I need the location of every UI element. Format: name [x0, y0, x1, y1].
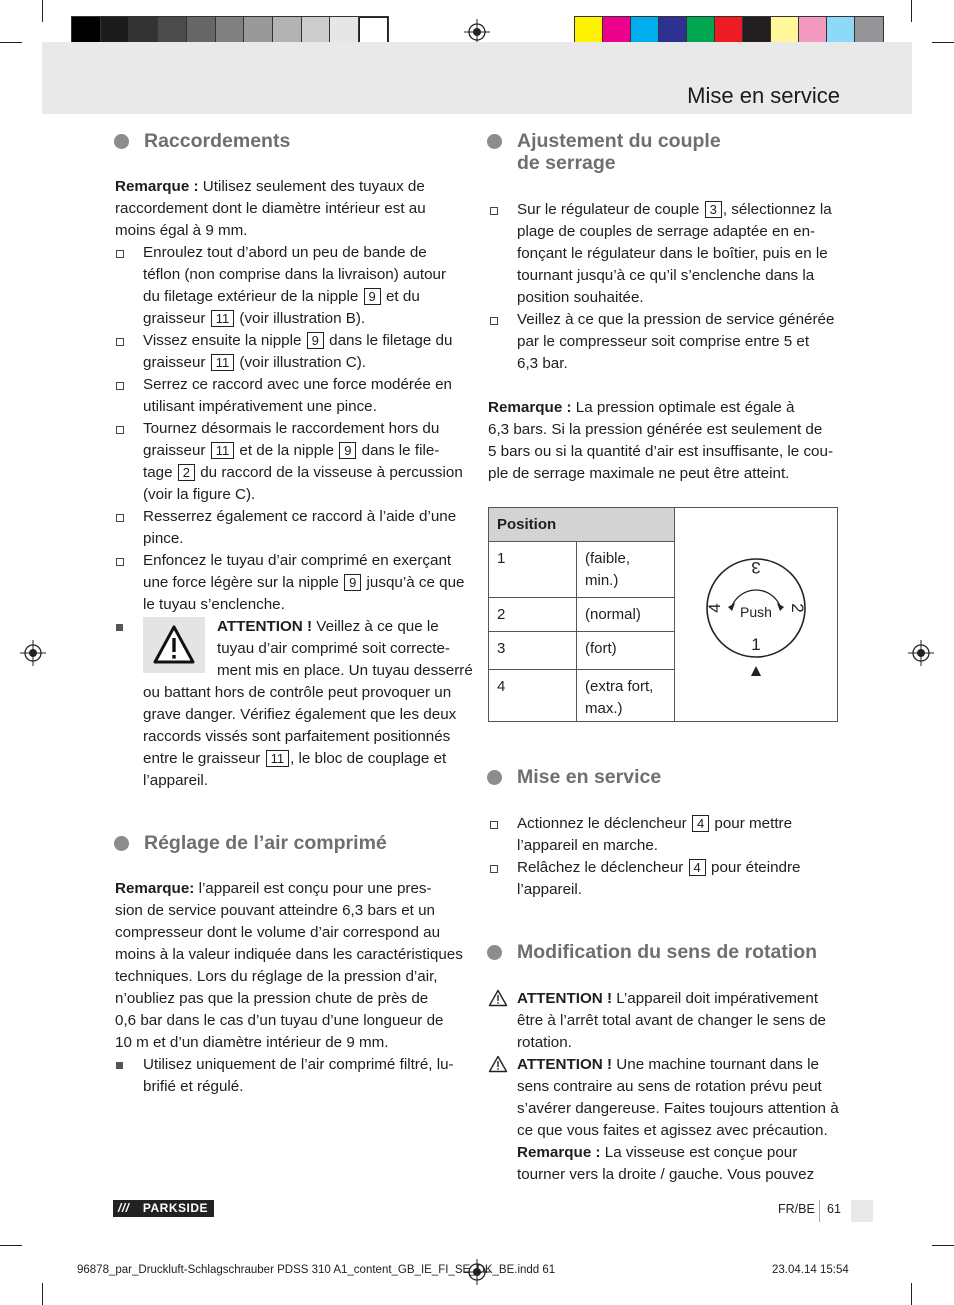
table-cell: (extra fort, max.) — [577, 670, 675, 722]
page-number: 61 — [827, 1202, 841, 1216]
text-line: moins égal à 9 mm. — [115, 222, 248, 239]
text-line: ou battant hors de contrôle peut provoquer un — [143, 684, 452, 701]
text-line: tage 2 du raccord de la visseuse à percussion — [143, 464, 463, 481]
text-line: sion de service pouvant atteindre 6,3 bars et un — [115, 902, 435, 919]
part-ref: 9 — [307, 332, 324, 349]
bullet-dot-icon — [114, 836, 129, 851]
crop-mark — [911, 0, 912, 22]
text-line: 6,3 bar. — [517, 355, 568, 372]
list-bullet-icon — [116, 338, 124, 346]
page-tab — [851, 1200, 873, 1222]
text-line: fonçant le régulateur dans le boîtier, puis en le — [517, 245, 828, 262]
page-title: Mise en service — [687, 83, 840, 108]
imprint-date: 23.04.14 15:54 — [772, 1264, 849, 1276]
part-ref: 3 — [705, 201, 722, 218]
warning-box — [143, 617, 205, 673]
logo-stripes-icon: /// — [118, 1201, 130, 1215]
text-line: plage de couples de serrage adaptée en en- — [517, 223, 816, 240]
text-line: compresseur dont le volume d’air correspond au — [115, 924, 441, 941]
text-line: rotation. — [517, 1034, 572, 1051]
part-ref: 9 — [344, 574, 361, 591]
text-line: 0,6 bar dans le cas d’un tuyau d’une longueur de — [115, 1012, 444, 1029]
text-line: raccordement dont le diamètre intérieur est au — [115, 200, 426, 217]
table-cell: 3 — [489, 632, 577, 670]
list-bullet-icon — [116, 558, 124, 566]
list-bullet-icon — [490, 865, 498, 873]
section-title-service: Mise en service — [517, 766, 661, 788]
section-title-air: Réglage de l’air comprimé — [144, 832, 387, 854]
list-bullet-icon — [116, 514, 124, 522]
position-table — [488, 507, 838, 722]
warning-text: ATTENTION ! Une machine tournant dans le — [517, 1056, 819, 1073]
part-ref: 11 — [211, 310, 235, 327]
page-header — [42, 42, 912, 114]
text-line: une force légère sur la nipple 9 jusqu’à ce que — [143, 574, 465, 591]
text-line: raccords vissés sont parfaitement positionnés — [143, 728, 451, 745]
text-line: du filetage extérieur de la nipple 9 et du — [143, 288, 420, 305]
list-item: Veillez à ce que la pression de service générée — [517, 311, 835, 328]
dial-number-2: 2 — [788, 603, 807, 613]
text-line: moins à la valeur indiquée dans les caractéristiques — [115, 946, 463, 963]
bullet-dot-icon — [487, 945, 502, 960]
list-item: Relâchez le déclencheur 4 pour éteindre — [517, 859, 801, 876]
text-line: ple de serrage maximale ne peut être atteint. — [488, 465, 790, 482]
part-ref: 11 — [266, 750, 290, 767]
text-line: pince. — [143, 530, 184, 547]
crop-mark — [42, 1283, 43, 1305]
text-line: position souhaitée. — [517, 289, 644, 306]
list-item: Enroulez tout d’abord un peu de bande de — [143, 244, 427, 261]
dial-push-label: Push — [740, 604, 772, 620]
dial-arrow-right — [777, 603, 784, 611]
part-ref: 9 — [364, 288, 381, 305]
text-line: être à l’arrêt total avant de changer le sens de — [517, 1012, 827, 1029]
text-line: entre le graisseur 11 , le bloc de couplage et — [143, 750, 447, 767]
crop-mark — [0, 1245, 22, 1246]
list-item: Tournez désormais le raccordement hors du — [143, 420, 440, 437]
text-line: n’oubliez pas que la pression chute de près de — [115, 990, 429, 1007]
section-title-raccordements: Raccordements — [144, 130, 290, 152]
text-line: 6,3 bars. Si la pression générée est seulement de — [488, 421, 823, 438]
text-line: l’appareil. — [517, 881, 583, 898]
list-item: Actionnez le déclencheur 4 pour mettre — [517, 815, 793, 832]
note-couple: Remarque : La pression optimale est égale à — [488, 399, 795, 416]
table-header: Position — [489, 508, 675, 542]
text-line: par le compresseur soit comprise entre 5 et — [517, 333, 810, 350]
text-line: l’appareil. — [143, 772, 209, 789]
bullet-dot-icon — [487, 134, 502, 149]
brand-logo: /// PARKSIDE — [113, 1200, 214, 1217]
note-rotation: Remarque : La visseuse est conçue pour — [517, 1144, 798, 1161]
list-bullet-icon — [490, 207, 498, 215]
section-title-couple: Ajustement du couple de serrage — [517, 130, 721, 174]
text-line: 5 bars ou si la quantité d’air est insuffisante, le cou- — [488, 443, 834, 460]
part-ref: 4 — [689, 859, 706, 876]
table-cell: (normal) — [577, 598, 675, 632]
part-ref: 11 — [211, 354, 235, 371]
warning-triangle-icon — [143, 617, 205, 673]
list-bullet-icon — [116, 426, 124, 434]
list-bullet-icon — [116, 624, 123, 631]
list-bullet-icon — [116, 382, 124, 390]
warning-text: ATTENTION ! Veillez à ce que le — [217, 618, 439, 635]
language-code: FR/BE — [778, 1202, 815, 1216]
registration-mark-right — [908, 640, 934, 666]
registration-mark-left — [20, 640, 46, 666]
section-title-rotation: Modification du sens de rotation — [517, 941, 817, 963]
text-line: tuyau d’air comprimé soit correcte- — [217, 640, 450, 657]
table-cell: (fort) — [577, 632, 675, 670]
list-bullet-icon — [116, 250, 124, 258]
part-ref: 2 — [178, 464, 195, 481]
table-cell: (faible, min.) — [577, 542, 675, 598]
text-line: utilisant impérativement une pince. — [143, 398, 377, 415]
part-ref: 9 — [339, 442, 356, 459]
table-cell: 4 — [489, 670, 577, 722]
list-item: Serrez ce raccord avec une force modérée en — [143, 376, 452, 393]
crop-mark — [932, 1245, 954, 1246]
dial-number-3: 3 — [751, 558, 761, 577]
text-line: graisseur 11 (voir illustration B). — [143, 310, 366, 327]
text-line: ment mis en place. Un tuyau desserré — [217, 662, 473, 679]
torque-dial-icon — [701, 552, 813, 686]
list-item: Sur le régulateur de couple 3 , sélectionnez la — [517, 201, 832, 218]
dial-arrow-left — [728, 603, 735, 611]
footer-divider — [819, 1200, 820, 1222]
part-ref: 11 — [211, 442, 235, 459]
dial-number-1: 1 — [751, 635, 761, 654]
warning-text: ATTENTION ! L’appareil doit impérativement — [517, 990, 819, 1007]
dial-number-4: 4 — [705, 603, 724, 613]
list-item: Resserrez également ce raccord à l’aide d’une — [143, 508, 457, 525]
list-bullet-icon — [490, 317, 498, 325]
text-line: sens contraire au sens de rotation prévu peut — [517, 1078, 822, 1095]
crop-mark — [0, 42, 22, 43]
text-line: tourner vers la droite / gauche. Vous pouvez — [517, 1166, 815, 1183]
warning-triangle-icon — [488, 989, 508, 1007]
bullet-dot-icon — [487, 770, 502, 785]
note-raccordements: Remarque : Utilisez seulement des tuyaux de — [115, 178, 425, 195]
table-cell: 2 — [489, 598, 577, 632]
dial-indicator-icon — [751, 666, 761, 676]
text-line: (voir la figure C). — [143, 486, 256, 503]
imprint-filename: 96878_par_Druckluft-Schlagschrauber PDSS 310 A1_content_GB_IE_FI_SE_DK_BE.indd 61 — [77, 1264, 556, 1276]
list-item: Utilisez uniquement de l’air comprimé filtré, lu- — [143, 1056, 454, 1073]
text-line: s’avérer dangereuse. Faites toujours attention à — [517, 1100, 839, 1117]
crop-mark — [42, 0, 43, 22]
list-item: Vissez ensuite la nipple 9 dans le filetage du — [143, 332, 453, 349]
warning-triangle-icon — [488, 1055, 508, 1073]
text-line: le tuyau s’enclenche. — [143, 596, 285, 613]
text-line: tournant jusqu’à ce qu’il s’enclenche dans la — [517, 267, 815, 284]
table-cell: 1 — [489, 542, 577, 598]
crop-mark — [911, 1283, 912, 1305]
part-ref: 4 — [692, 815, 709, 832]
bullet-dot-icon — [114, 134, 129, 149]
text-line: graisseur 11 (voir illustration C). — [143, 354, 366, 371]
text-line: techniques. Lors du réglage de la pression d’air, — [115, 968, 438, 985]
text-line: graisseur 11 et de la nipple 9 dans le file- — [143, 442, 440, 459]
text-line: téflon (non comprise dans la livraison) autour — [143, 266, 447, 283]
text-line: 10 m et d’un diamètre intérieur de 9 mm. — [115, 1034, 389, 1051]
text-line: grave danger. Vérifiez également que les deux — [143, 706, 457, 723]
text-line: l’appareil en marche. — [517, 837, 658, 854]
crop-mark — [932, 42, 954, 43]
list-bullet-icon — [490, 821, 498, 829]
note-air: Remarque: l’appareil est conçu pour une pres- — [115, 880, 432, 897]
list-item: Enfoncez le tuyau d’air comprimé en exerçant — [143, 552, 452, 569]
text-line: ce que vous faites et agissez avec précaution. — [517, 1122, 828, 1139]
text-line: brifié et régulé. — [143, 1078, 244, 1095]
list-bullet-icon — [116, 1062, 123, 1069]
